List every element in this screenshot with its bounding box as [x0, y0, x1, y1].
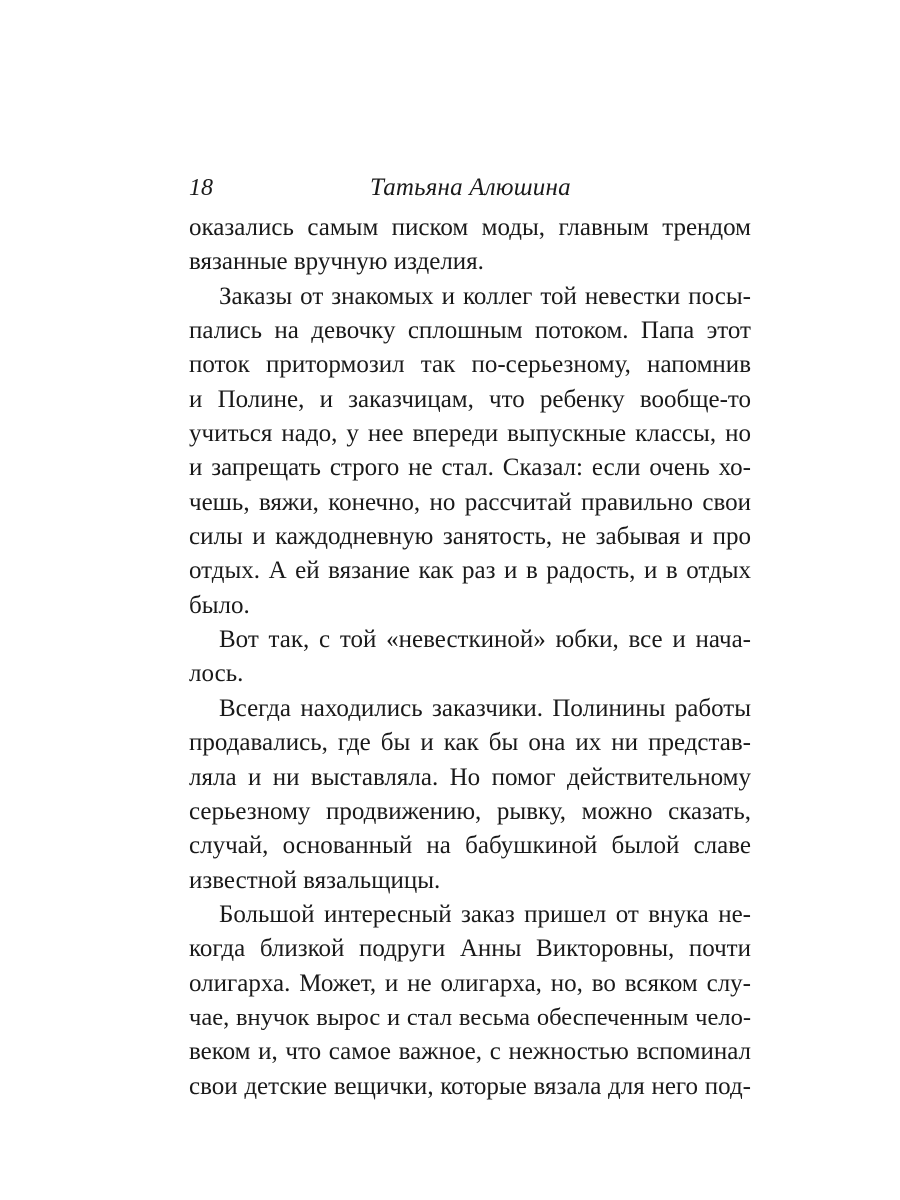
text-line: Большой интересный заказ пришел от внука не- — [219, 900, 751, 928]
text-line: веком и, что самое важное, с нежностью вспоминал — [189, 1038, 751, 1066]
page-number: 18 — [189, 175, 213, 201]
body-text — [189, 211, 751, 1104]
text-line: Вот так, с той «невесткиной» юбки, все и нача- — [219, 626, 751, 654]
text-line: пались на девочку сплошным потоком. Папа этот — [189, 317, 751, 345]
text-line: чешь, вяжи, конечно, но рассчитай правильно свои — [189, 488, 751, 516]
text-line: было. — [189, 591, 250, 619]
text-line: оказались самым писком моды, главным трендом — [189, 214, 751, 241]
text-line: и Полине, и заказчицам, что ребенку вообще-то — [189, 385, 751, 413]
text-line: серьезному продвижению, рывку, можно сказать, — [189, 797, 751, 825]
text-line: учиться надо, у нее впереди выпускные классы, но — [189, 420, 751, 448]
text-line: известной вязальщицы. — [189, 866, 441, 894]
text-line: олигарха. Может, и не олигарха, но, во всяком слу- — [189, 969, 751, 997]
text-line: Заказы от знакомых и коллег той невестки посы- — [219, 282, 751, 310]
page-header — [189, 171, 751, 205]
text-line: продавались, где бы и как бы она их ни представ- — [189, 729, 751, 757]
text-line: случай, основанный на бабушкиной былой славе — [189, 832, 751, 860]
text-line: и запрещать строго не стал. Сказал: если очень хо- — [189, 454, 751, 482]
text-line: ляла и ни выставляла. Но помог действительному — [189, 763, 751, 791]
text-line: вязанные вручную изделия. — [189, 248, 484, 276]
text-line: поток притормозил так по-серьезному, напомнив — [189, 351, 751, 379]
text-line: силы и каждодневную занятость, не забывая и про — [189, 523, 751, 551]
text-line: свои детские вещички, которые вязала для него под- — [189, 1072, 751, 1100]
text-line: отдых. А ей вязание как раз и в радость, и в отдых — [189, 557, 751, 585]
text-line: чае, внучок вырос и стал весьма обеспеченным чело- — [189, 1003, 751, 1031]
text-line: Всегда находились заказчики. Полинины работы — [219, 694, 751, 722]
text-line: когда близкой подруги Анны Викторовны, почти — [189, 935, 751, 963]
running-head-author: Татьяна Алюшина — [370, 174, 571, 201]
text-line: лось. — [189, 660, 244, 688]
